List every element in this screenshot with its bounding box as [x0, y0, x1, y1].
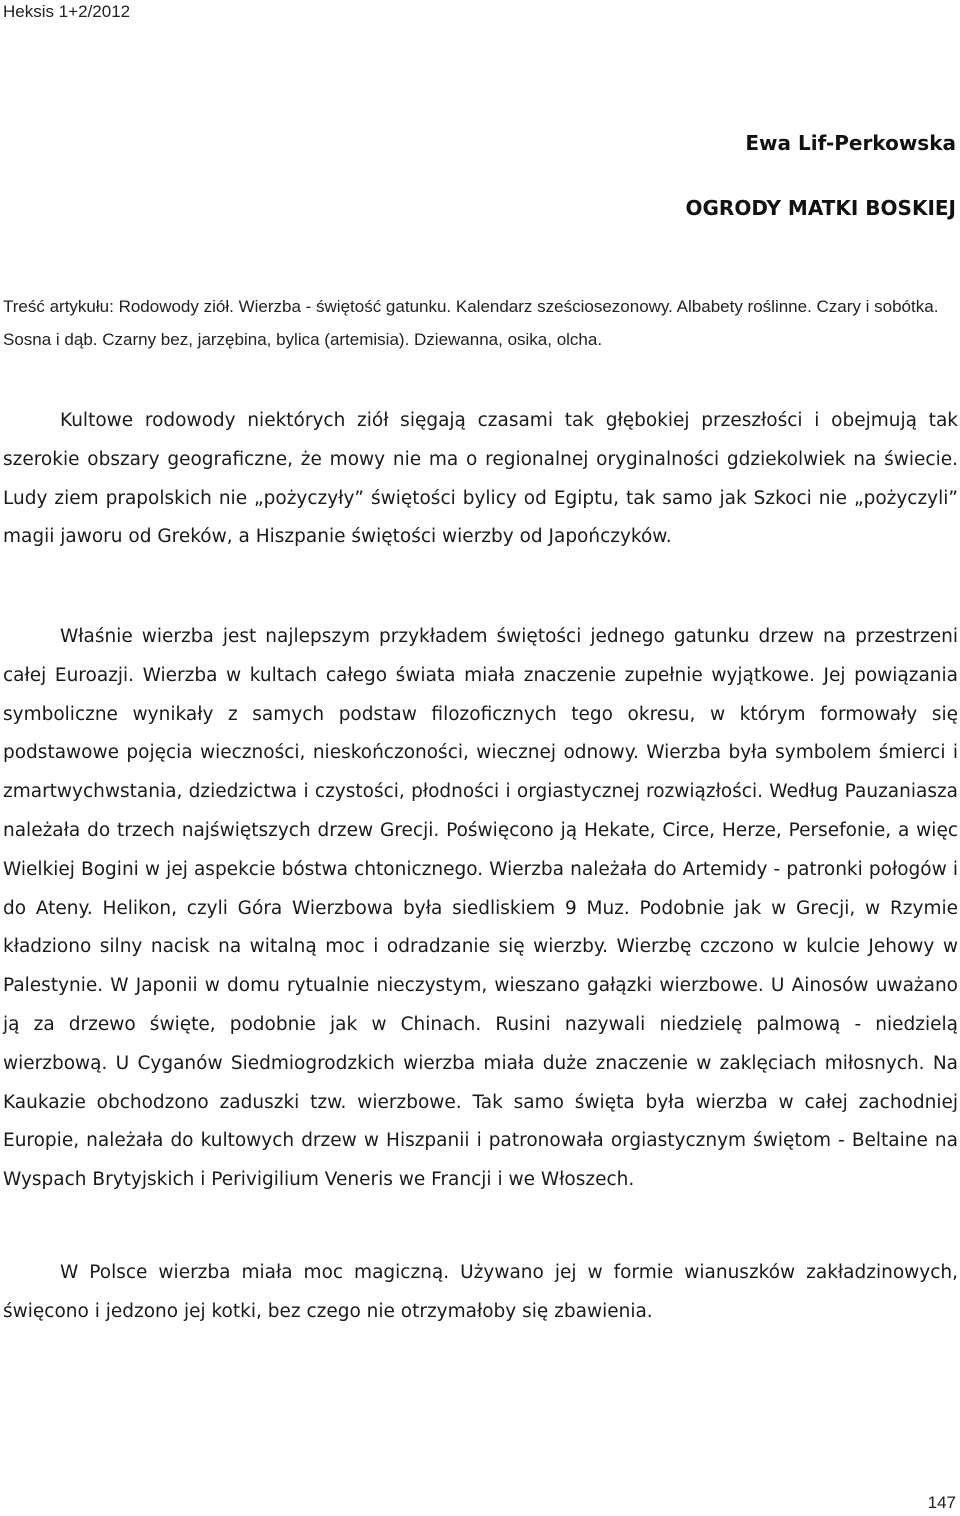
running-header: Heksis 1+2/2012: [3, 2, 131, 21]
article-summary: Treść artykułu: Rodowody ziół. Wierzba - świętość gatunku. Kalendarz sześciosezonowy. Albabety roślinne. Czary i sobótka. Sosna i dąb. Czarny bez, jarzębina, bylica (artemisia). Dziewanna, osika, olcha.: [3, 297, 939, 349]
article-title: OGRODY MATKI BOSKIEJ: [685, 196, 956, 220]
body-paragraph-3: W Polsce wierzba miała moc magiczną. Używano jej w formie wianuszków zakładzinowych, święcono i jedzono jej kotki, bez czego nie otrzymałoby się zbawienia.: [3, 1262, 958, 1322]
author-name: Ewa Lif-Perkowska: [745, 131, 956, 155]
body-paragraph-2: Właśnie wierzba jest najlepszym przykładem świętości jednego gatunku drzew na przestrzeni całej Euroazji. Wierzba w kultach całego świata miała znaczenie zupełnie wyjątkowe. Jej powiązania symboliczne wynikały z samych podstaw filozoficznych tego okresu, w którym formowały się podstawowe pojęcia wieczności, nieskończoności, wiecznej odnowy. Wierzba była symbolem śmierci i zmartwychwstania, dziedzictwa i czystości, płodności i orgiastycznej rozwiązłości. Według Pauzaniasza należała do trzech najświętszych drzew Grecji. Poświęcono ją Hekate, Circe, Herze, Persefonie, a więc Wielkiej Bogini w jej aspekcie bóstwa chtonicznego. Wierzba należała do Artemidy - patronki połogów i do Ateny. Helikon, czyli Góra Wierzbowa była siedliskiem 9 Muz. Podobnie jak w Grecji, w Rzymie kładziono silny nacisk na witalną moc i odradzanie się wierzby. Wierzbę czczono w kulcie Jehowy w Palestynie. W Japonii w domu rytualnie nieczystym, wieszano gałązki wierzbowe. U Ainosów uważano ją za drzewo święte, podobnie jak w Chinach. Rusini nazywali niedzielę palmową - niedzielą wierzbową. U Cyganów Siedmiogrodzkich wierzba miała duże znaczenie w zaklęciach miłosnych. Na Kaukazie obchodzono zaduszki tzw. wierzbowe. Tak samo święta była wierzba w całej zachodniej Europie, należała do kultowych drzew w Hiszpanii i patronowała orgiastycznym świętom - Beltaine na Wyspach Brytyjskich i Perivigilium Veneris we Francji i we Włoszech.: [3, 626, 958, 1191]
page-number: 147: [927, 1493, 956, 1512]
body-paragraph-1: Kultowe rodowody niektórych ziół sięgają czasami tak głębokiej przeszłości i obejmują tak szerokie obszary geograficzne, że mowy nie ma o regionalnej oryginalności gdziekolwiek na świecie. Ludy ziem prapolskich nie „pożyczyły” świętości bylicy od Egiptu, tak samo jak Szkoci nie „pożyczyli” magii jaworu od Greków, a Hiszpanie świętości wierzby od Japończyków.: [3, 410, 958, 548]
